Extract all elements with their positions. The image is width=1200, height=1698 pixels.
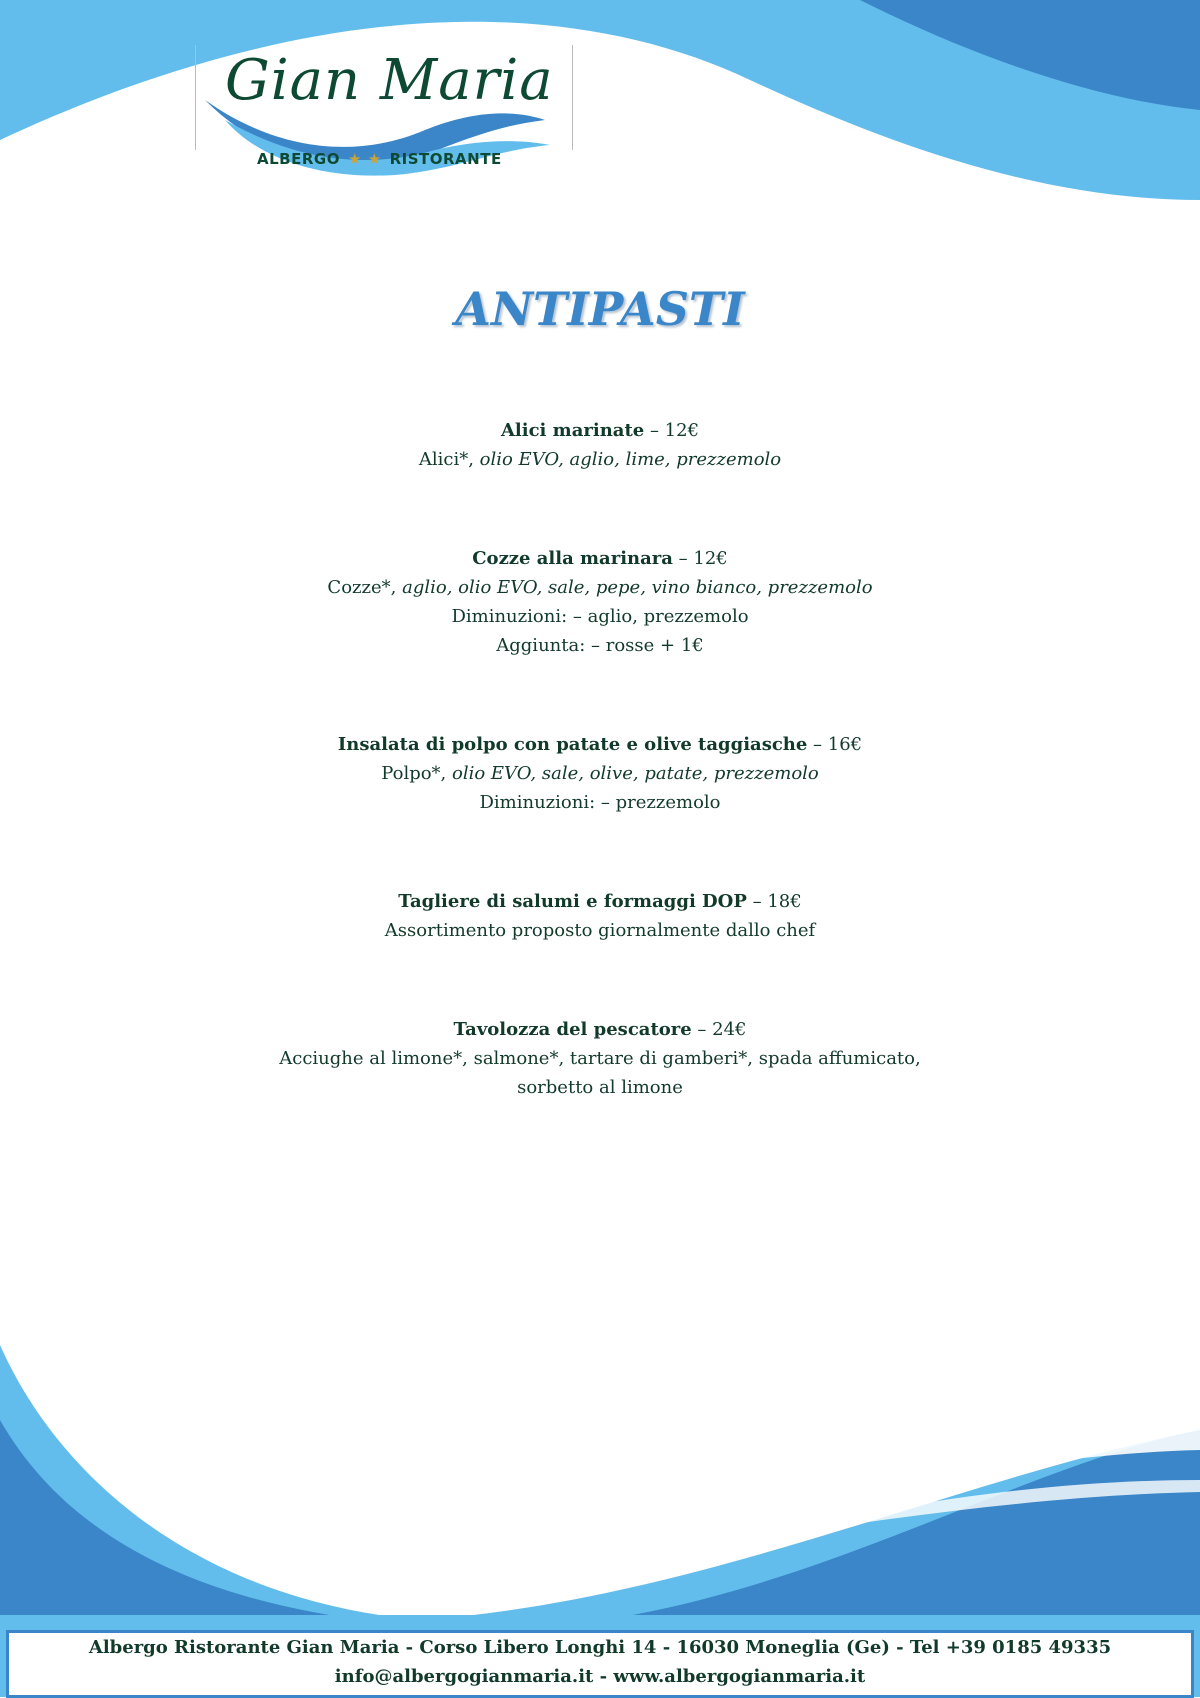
description-text: olio EVO, aglio, lime, prezzemolo xyxy=(479,449,782,470)
footer-address: Albergo Ristorante Gian Maria - Corso Libero Longhi 14 - 16030 Moneglia (Ge) - Tel +39 0185 49335 xyxy=(88,1637,1112,1658)
description-text: sorbetto al limone xyxy=(517,1077,683,1098)
footer-contacts: info@albergogianmaria.it - www.albergogianmaria.it xyxy=(334,1666,866,1687)
description-text: Diminuzioni: – aglio, prezzemolo xyxy=(451,606,749,627)
item-title xyxy=(0,730,1200,759)
logo-subtitle xyxy=(257,150,502,168)
menu-item xyxy=(0,730,1200,817)
logo-divider xyxy=(572,45,573,150)
description-text: Assortimento proposto giornalmente dallo chef xyxy=(384,920,816,941)
item-name: Insalata di polpo con patate e olive taggiasche xyxy=(337,734,808,755)
logo xyxy=(195,40,565,180)
footer xyxy=(6,1630,1194,1698)
logo-albergo: ALBERGO xyxy=(257,150,340,168)
item-description xyxy=(0,1044,1200,1073)
item-name: Tagliere di salumi e formaggi DOP xyxy=(398,891,747,912)
description-text: Acciughe al limone*, salmone*, tartare di gamberi*, spada affumicato, xyxy=(279,1048,921,1069)
description-text: Diminuzioni: – prezzemolo xyxy=(479,792,721,813)
item-description xyxy=(0,445,1200,474)
star-icon: ★ ★ xyxy=(347,150,382,168)
description-text: Polpo*, xyxy=(381,763,452,784)
description-text: Aggiunta: – rosse + 1€ xyxy=(496,635,704,656)
item-description xyxy=(0,573,1200,602)
item-price: – 18€ xyxy=(746,891,802,912)
item-title xyxy=(0,887,1200,916)
item-description xyxy=(0,916,1200,945)
description-text: aglio, olio EVO, sale, pepe, vino bianco, prezzemolo xyxy=(402,577,873,598)
item-price: – 16€ xyxy=(807,734,863,755)
item-name: Alici marinate xyxy=(500,420,645,441)
logo-name: Gian Maria xyxy=(225,48,554,113)
item-description xyxy=(0,788,1200,817)
item-description xyxy=(0,602,1200,631)
item-name: Cozze alla marinara xyxy=(472,548,673,569)
item-description xyxy=(0,631,1200,660)
section-title: ANTIPASTI xyxy=(455,282,745,336)
item-title xyxy=(0,416,1200,445)
item-name: Tavolozza del pescatore xyxy=(453,1019,692,1040)
item-description xyxy=(0,759,1200,788)
menu-list xyxy=(0,416,1200,1172)
item-price: – 12€ xyxy=(672,548,728,569)
description-text: Cozze*, xyxy=(327,577,403,598)
item-price: – 12€ xyxy=(644,420,700,441)
menu-item xyxy=(0,1015,1200,1102)
item-description xyxy=(0,1073,1200,1102)
menu-item xyxy=(0,544,1200,660)
menu-item xyxy=(0,416,1200,474)
logo-ristorante: RISTORANTE xyxy=(389,150,502,168)
item-title xyxy=(0,544,1200,573)
description-text: Alici*, xyxy=(418,449,480,470)
item-price: – 24€ xyxy=(691,1019,747,1040)
item-title xyxy=(0,1015,1200,1044)
menu-item xyxy=(0,887,1200,945)
description-text: olio EVO, sale, olive, patate, prezzemolo xyxy=(452,763,819,784)
